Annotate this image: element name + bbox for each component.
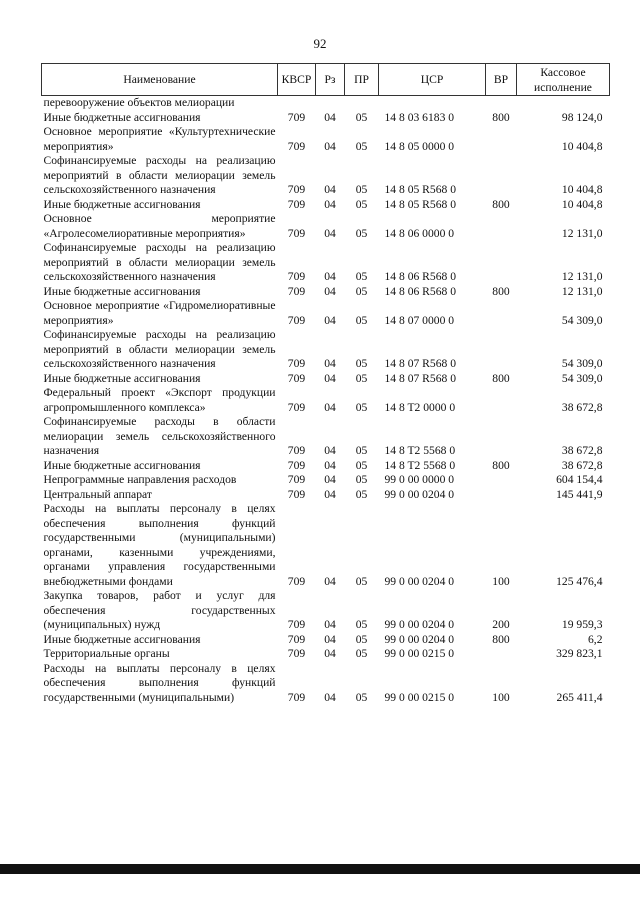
cell-csr: 14 8 06 0000 0 <box>384 226 455 240</box>
cell-rz: 04 <box>324 226 336 240</box>
cell-name: Софинансируемые расходы на реализацию мероприятий в области мелиорации земель сельскохозяйственного назначения <box>43 154 276 196</box>
cell-name: Федеральный проект «Экспорт продукции агропромышленного комплекса» <box>43 386 276 414</box>
cell-kvsr: 709 <box>287 313 306 327</box>
cell-csr <box>379 96 486 111</box>
cell-rz: 04 <box>324 473 336 486</box>
cell-rz: 04 <box>324 270 336 283</box>
table-row <box>42 299 610 328</box>
cell-pr: 05 <box>355 284 368 298</box>
cell-vr: 800 <box>492 632 510 646</box>
cell-kvsr: 709 <box>287 487 306 501</box>
cell-csr: 14 8 T2 5568 0 <box>384 444 456 457</box>
table-header <box>42 64 610 96</box>
cell-kvsr: 709 <box>287 371 306 385</box>
cell-amount: 12 131,0 <box>561 226 603 240</box>
table-row <box>42 154 610 198</box>
cell-csr: 14 8 05 R568 0 <box>384 183 456 196</box>
table-row <box>42 647 610 662</box>
cell-csr: 14 8 06 R568 0 <box>384 284 456 298</box>
cell-amount <box>517 96 610 111</box>
table-row <box>42 502 610 589</box>
cell-rz: 04 <box>324 444 336 457</box>
cell-vr <box>486 488 517 503</box>
cell-csr: 99 0 00 0204 0 <box>384 574 455 588</box>
cell-pr: 05 <box>355 371 368 385</box>
cell-pr: 05 <box>355 110 368 124</box>
cell-vr <box>486 386 517 415</box>
table-row <box>42 198 610 213</box>
cell-amount: 54 309,0 <box>561 357 603 370</box>
cell-amount: 19 959,3 <box>561 618 603 631</box>
cell-csr: 99 0 00 0215 0 <box>384 690 455 704</box>
cell-kvsr: 709 <box>287 574 306 588</box>
cell-rz: 04 <box>324 183 336 196</box>
cell-pr: 05 <box>355 139 368 153</box>
cell-name: Закупка товаров, работ и услуг для обеспечения государственных (муниципальных) нужд <box>43 589 276 631</box>
cell-rz: 04 <box>324 690 336 704</box>
cell-csr: 99 0 00 0215 0 <box>384 647 455 660</box>
cell-name: Иные бюджетные ассигнования <box>43 458 201 472</box>
table-row <box>42 662 610 706</box>
cell-vr: 100 <box>492 574 510 588</box>
header-kvsr: КВСР <box>278 64 316 96</box>
cell-name: Непрограммные направления расходов <box>43 473 237 486</box>
cell-pr: 05 <box>355 400 368 414</box>
cell-csr: 99 0 00 0204 0 <box>384 632 455 646</box>
cell-rz: 04 <box>324 618 336 631</box>
header-name: Наименование <box>42 64 278 96</box>
cell-vr <box>486 212 517 241</box>
table-row <box>42 328 610 372</box>
cell-amount: 265 411,4 <box>556 690 603 704</box>
cell-vr: 800 <box>492 197 510 211</box>
cell-amount: 54 309,0 <box>561 313 603 327</box>
cell-pr: 05 <box>355 458 368 472</box>
cell-name: Центральный аппарат <box>43 487 152 501</box>
cell-kvsr: 709 <box>287 226 306 240</box>
cell-pr: 05 <box>355 444 368 457</box>
table-row <box>42 488 610 503</box>
cell-rz: 04 <box>324 632 336 646</box>
cell-vr <box>486 154 517 198</box>
header-pr: ПР <box>345 64 379 96</box>
cell-vr <box>486 241 517 285</box>
cell-kvsr: 709 <box>287 139 306 153</box>
scan-bottom-band <box>0 864 640 874</box>
cell-amount: 604 154,4 <box>556 473 603 486</box>
cell-vr: 800 <box>492 458 510 472</box>
cell-name: Основное мероприятие «Агролесомелиоративные мероприятия» <box>43 212 276 240</box>
cell-kvsr: 709 <box>287 473 306 486</box>
header-csr: ЦСР <box>379 64 486 96</box>
cell-rz: 04 <box>324 357 336 370</box>
cell-vr: 800 <box>492 371 510 385</box>
cell-kvsr: 709 <box>287 270 306 283</box>
cell-name: Территориальные органы <box>43 647 170 660</box>
cell-amount: 38 672,8 <box>561 458 603 472</box>
table-row <box>42 212 610 241</box>
cell-pr: 05 <box>355 473 368 486</box>
cell-csr: 14 8 05 R568 0 <box>384 197 456 211</box>
cell-pr: 05 <box>355 647 368 660</box>
table-row <box>42 633 610 648</box>
cell-kvsr: 709 <box>287 632 306 646</box>
cell-kvsr: 709 <box>287 197 306 211</box>
cell-name: Основное мероприятие «Гидромелиоративные мероприятия» <box>43 299 276 327</box>
cell-amount: 329 823,1 <box>556 647 603 660</box>
cell-vr <box>486 299 517 328</box>
cell-pr: 05 <box>355 618 368 631</box>
table-row <box>42 111 610 126</box>
header-amount: Кассовое исполнение <box>517 64 610 96</box>
cell-kvsr: 709 <box>287 183 306 196</box>
cell-amount: 12 131,0 <box>561 284 603 298</box>
cell-csr: 14 8 05 0000 0 <box>384 139 455 153</box>
cell-amount: 54 309,0 <box>561 371 603 385</box>
header-rz: Рз <box>316 64 345 96</box>
cell-vr: 800 <box>492 284 510 298</box>
cell-rz: 04 <box>324 458 336 472</box>
cell-csr: 14 8 06 R568 0 <box>384 270 456 283</box>
table-row <box>42 241 610 285</box>
cell-amount: 145 441,9 <box>556 487 603 501</box>
cell-vr <box>486 96 517 111</box>
cell-amount: 10 404,8 <box>561 197 603 211</box>
cell-kvsr: 709 <box>287 110 306 124</box>
cell-kvsr: 709 <box>287 458 306 472</box>
table-row <box>42 285 610 300</box>
cell-name: Иные бюджетные ассигнования <box>43 371 201 385</box>
cell-pr: 05 <box>355 690 368 704</box>
cell-name: Софинансируемые расходы на реализацию мероприятий в области мелиорации земель сельскохозяйственного назначения <box>43 241 276 283</box>
cell-csr: 14 8 07 R568 0 <box>384 371 456 385</box>
cell-kvsr: 709 <box>287 444 306 457</box>
cell-csr: 14 8 T2 5568 0 <box>384 458 456 472</box>
cell-rz: 04 <box>324 284 336 298</box>
cell-amount: 98 124,0 <box>561 110 603 124</box>
cell-pr: 05 <box>355 313 368 327</box>
table-row <box>42 386 610 415</box>
cell-csr: 99 0 00 0204 0 <box>384 618 455 631</box>
cell-amount: 38 672,8 <box>561 400 603 414</box>
cell-pr: 05 <box>355 197 368 211</box>
cell-vr <box>486 415 517 459</box>
cell-vr: 200 <box>492 618 510 631</box>
cell-pr: 05 <box>355 632 368 646</box>
cell-pr <box>345 96 379 111</box>
cell-pr: 05 <box>355 270 368 283</box>
table-row <box>42 459 610 474</box>
cell-vr <box>486 125 517 154</box>
table-row <box>42 589 610 633</box>
cell-pr: 05 <box>355 226 368 240</box>
cell-name: Иные бюджетные ассигнования <box>43 197 201 211</box>
cell-pr: 05 <box>355 487 368 501</box>
table-body <box>42 96 610 706</box>
table-row <box>42 473 610 488</box>
cell-kvsr: 709 <box>287 690 306 704</box>
cell-name: перевооружение объектов мелиорации <box>43 96 235 109</box>
cell-rz: 04 <box>324 400 336 414</box>
cell-vr <box>486 647 517 662</box>
cell-pr: 05 <box>355 183 368 196</box>
cell-kvsr: 709 <box>287 400 306 414</box>
cell-name: Иные бюджетные ассигнования <box>43 110 201 124</box>
cell-vr <box>486 328 517 372</box>
cell-csr: 14 8 07 0000 0 <box>384 313 455 327</box>
budget-execution-table <box>41 63 610 705</box>
table-row <box>42 96 610 111</box>
header-vr: ВР <box>486 64 517 96</box>
cell-vr: 100 <box>492 690 510 704</box>
cell-kvsr: 709 <box>287 647 306 660</box>
cell-rz: 04 <box>324 647 336 660</box>
cell-rz: 04 <box>324 313 336 327</box>
table-row <box>42 415 610 459</box>
cell-rz: 04 <box>324 139 336 153</box>
cell-rz <box>316 96 345 111</box>
cell-rz: 04 <box>324 371 336 385</box>
cell-kvsr: 709 <box>287 618 306 631</box>
cell-csr: 99 0 00 0204 0 <box>384 487 455 501</box>
cell-kvsr: 709 <box>287 284 306 298</box>
cell-amount: 12 131,0 <box>561 270 603 283</box>
cell-csr: 14 8 03 6183 0 <box>384 110 455 124</box>
cell-amount: 38 672,8 <box>561 444 603 457</box>
cell-kvsr: 709 <box>287 357 306 370</box>
cell-name: Расходы на выплаты персоналу в целях обеспечения выполнения функций государственными (муниципальными) органами, казенными учреждениями, органами управления государственными внебюджетными фондами <box>43 502 276 588</box>
cell-name: Софинансируемые расходы на реализацию мероприятий в области мелиорации земель сельскохозяйственного назначения <box>43 328 276 370</box>
page-number: 92 <box>313 36 327 51</box>
cell-rz: 04 <box>324 574 336 588</box>
cell-rz: 04 <box>324 110 336 124</box>
cell-csr: 14 8 T2 0000 0 <box>384 400 456 414</box>
cell-amount: 10 404,8 <box>561 183 603 196</box>
cell-name: Расходы на выплаты персоналу в целях обеспечения выполнения функций государственными (муниципальными) <box>43 661 276 704</box>
cell-name: Иные бюджетные ассигнования <box>43 632 201 646</box>
table-row <box>42 125 610 154</box>
cell-pr: 05 <box>355 357 368 370</box>
cell-amount: 10 404,8 <box>561 139 603 153</box>
cell-csr: 99 0 00 0000 0 <box>384 473 455 486</box>
cell-csr: 14 8 07 R568 0 <box>384 357 456 370</box>
cell-name: Иные бюджетные ассигнования <box>43 284 201 298</box>
cell-name: Основное мероприятие «Культуртехнические мероприятия» <box>43 125 276 153</box>
cell-kvsr <box>278 96 316 111</box>
cell-amount: 6,2 <box>588 632 603 646</box>
cell-vr: 800 <box>492 110 510 124</box>
cell-name: Софинансируемые расходы в области мелиорации земель сельскохозяйственного назначения <box>43 415 276 457</box>
table-row <box>42 372 610 387</box>
cell-amount: 125 476,4 <box>556 574 603 588</box>
cell-rz: 04 <box>324 487 336 501</box>
header-row <box>42 64 610 96</box>
cell-vr <box>486 473 517 488</box>
cell-rz: 04 <box>324 197 336 211</box>
cell-pr: 05 <box>355 574 368 588</box>
